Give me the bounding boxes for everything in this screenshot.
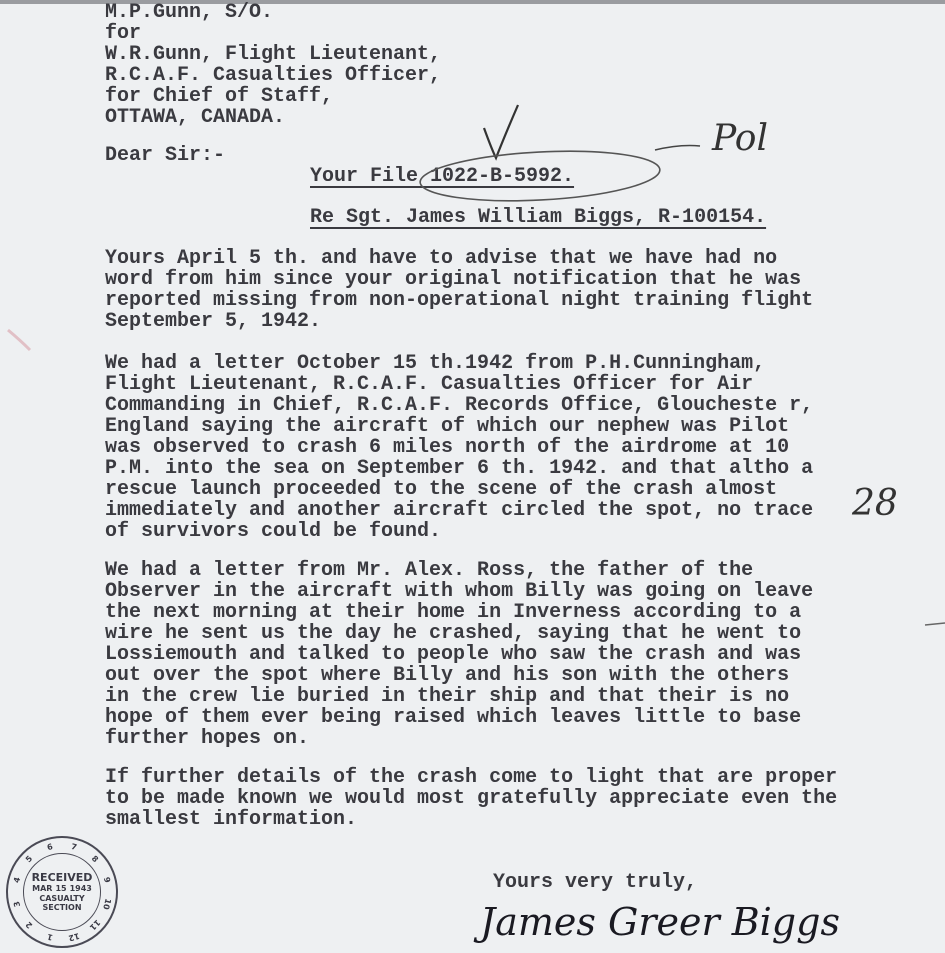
stamp-ring-number: 6 — [46, 842, 54, 853]
paragraph-4: If further details of the crash come to light that are proper to be made known we would most gratefully appreciate even the smallest information. — [105, 766, 838, 831]
margin-note: Pol — [712, 118, 768, 159]
stamp-center — [23, 853, 101, 931]
recipient-address — [105, 2, 441, 128]
subject-reference: Re Sgt. James William Biggs, R-100154. — [310, 206, 767, 229]
paragraph-2: We had a letter October 15 th.1942 from P.H.Cunningham, Flight Lieutenant, R.C.A.F. Casualties Officer for Air Commanding in Chief, R.C.A.F. Records Office, Gloucheste r, England saying the aircraft of which our nephew was Pilot was observed to crash 6 miles north of the airdrome at 10 P.M. into the sea on September 6 th. 1942. and that altho a rescue launch proceeded to the scene of the crash almost immediately and another aircraft circled the spot, no trace of survivors could be found. — [105, 352, 814, 543]
signature: James Greer Biggs — [480, 900, 840, 944]
check-mark-icon — [484, 105, 518, 158]
closing: Yours very truly, — [493, 871, 698, 894]
stamp-ring-number: 5 — [23, 853, 35, 865]
recipient-line: OTTAWA, CANADA. — [105, 106, 286, 129]
recipient-line: R.C.A.F. Casualties Officer, — [105, 64, 442, 87]
stamp-received-label: RECEIVED — [31, 871, 93, 884]
pen-stroke — [655, 146, 700, 151]
recipient-line: for — [105, 22, 142, 45]
salutation: Dear Sir:- — [105, 144, 226, 167]
received-stamp — [6, 836, 118, 948]
recipient-line: M.P.Gunn, S/O. — [105, 1, 274, 24]
file-reference: Your File 1022-B-5992. — [310, 165, 575, 188]
stamp-ring-number: 4 — [12, 876, 23, 884]
stamp-ring-number: 9 — [101, 876, 112, 884]
recipient-line: for Chief of Staff, — [105, 85, 334, 108]
margin-mark — [925, 623, 945, 625]
stamp-ring-number: 2 — [23, 919, 35, 931]
page-number-note: 28 — [852, 483, 898, 524]
recipient-line: W.R.Gunn, Flight Lieutenant, — [105, 43, 442, 66]
stamp-day: 15 — [55, 884, 67, 893]
stamp-section-label: CASUALTY SECTION — [39, 894, 85, 912]
paragraph-1: Yours April 5 th. and have to advise that we have had no word from him since your original notification that he was reported missing from non-operational night training flight September 5, 1942. — [105, 247, 814, 333]
stamp-ring-number: 10 — [101, 897, 113, 911]
stamp-year: 1943 — [69, 884, 92, 893]
stamp-ring-number: 11 — [87, 917, 102, 932]
stamp-ring-number: 7 — [70, 842, 78, 853]
stamp-ring-number: 12 — [67, 931, 81, 943]
stamp-date — [32, 884, 92, 894]
stamp-ring-number: 3 — [12, 900, 23, 908]
paragraph-3: We had a letter from Mr. Alex. Ross, the father of the Observer in the aircraft with whom Billy was going on leave the next morning at their home in Inverness according to a wire he sent us the day he crashed, saying that he went to Lossiemouth and talked to people who saw the crash and was out over the spot where Billy and his son with the others in the crew lie buried in their ship and that their is no hope of them ever being raised which leaves little to base further hopes on. — [105, 559, 814, 750]
stamp-month: MAR — [32, 884, 53, 893]
stamp-ring-number: 1 — [46, 931, 54, 942]
stamp-ring-number: 8 — [89, 853, 101, 865]
red-smudge — [8, 330, 30, 350]
